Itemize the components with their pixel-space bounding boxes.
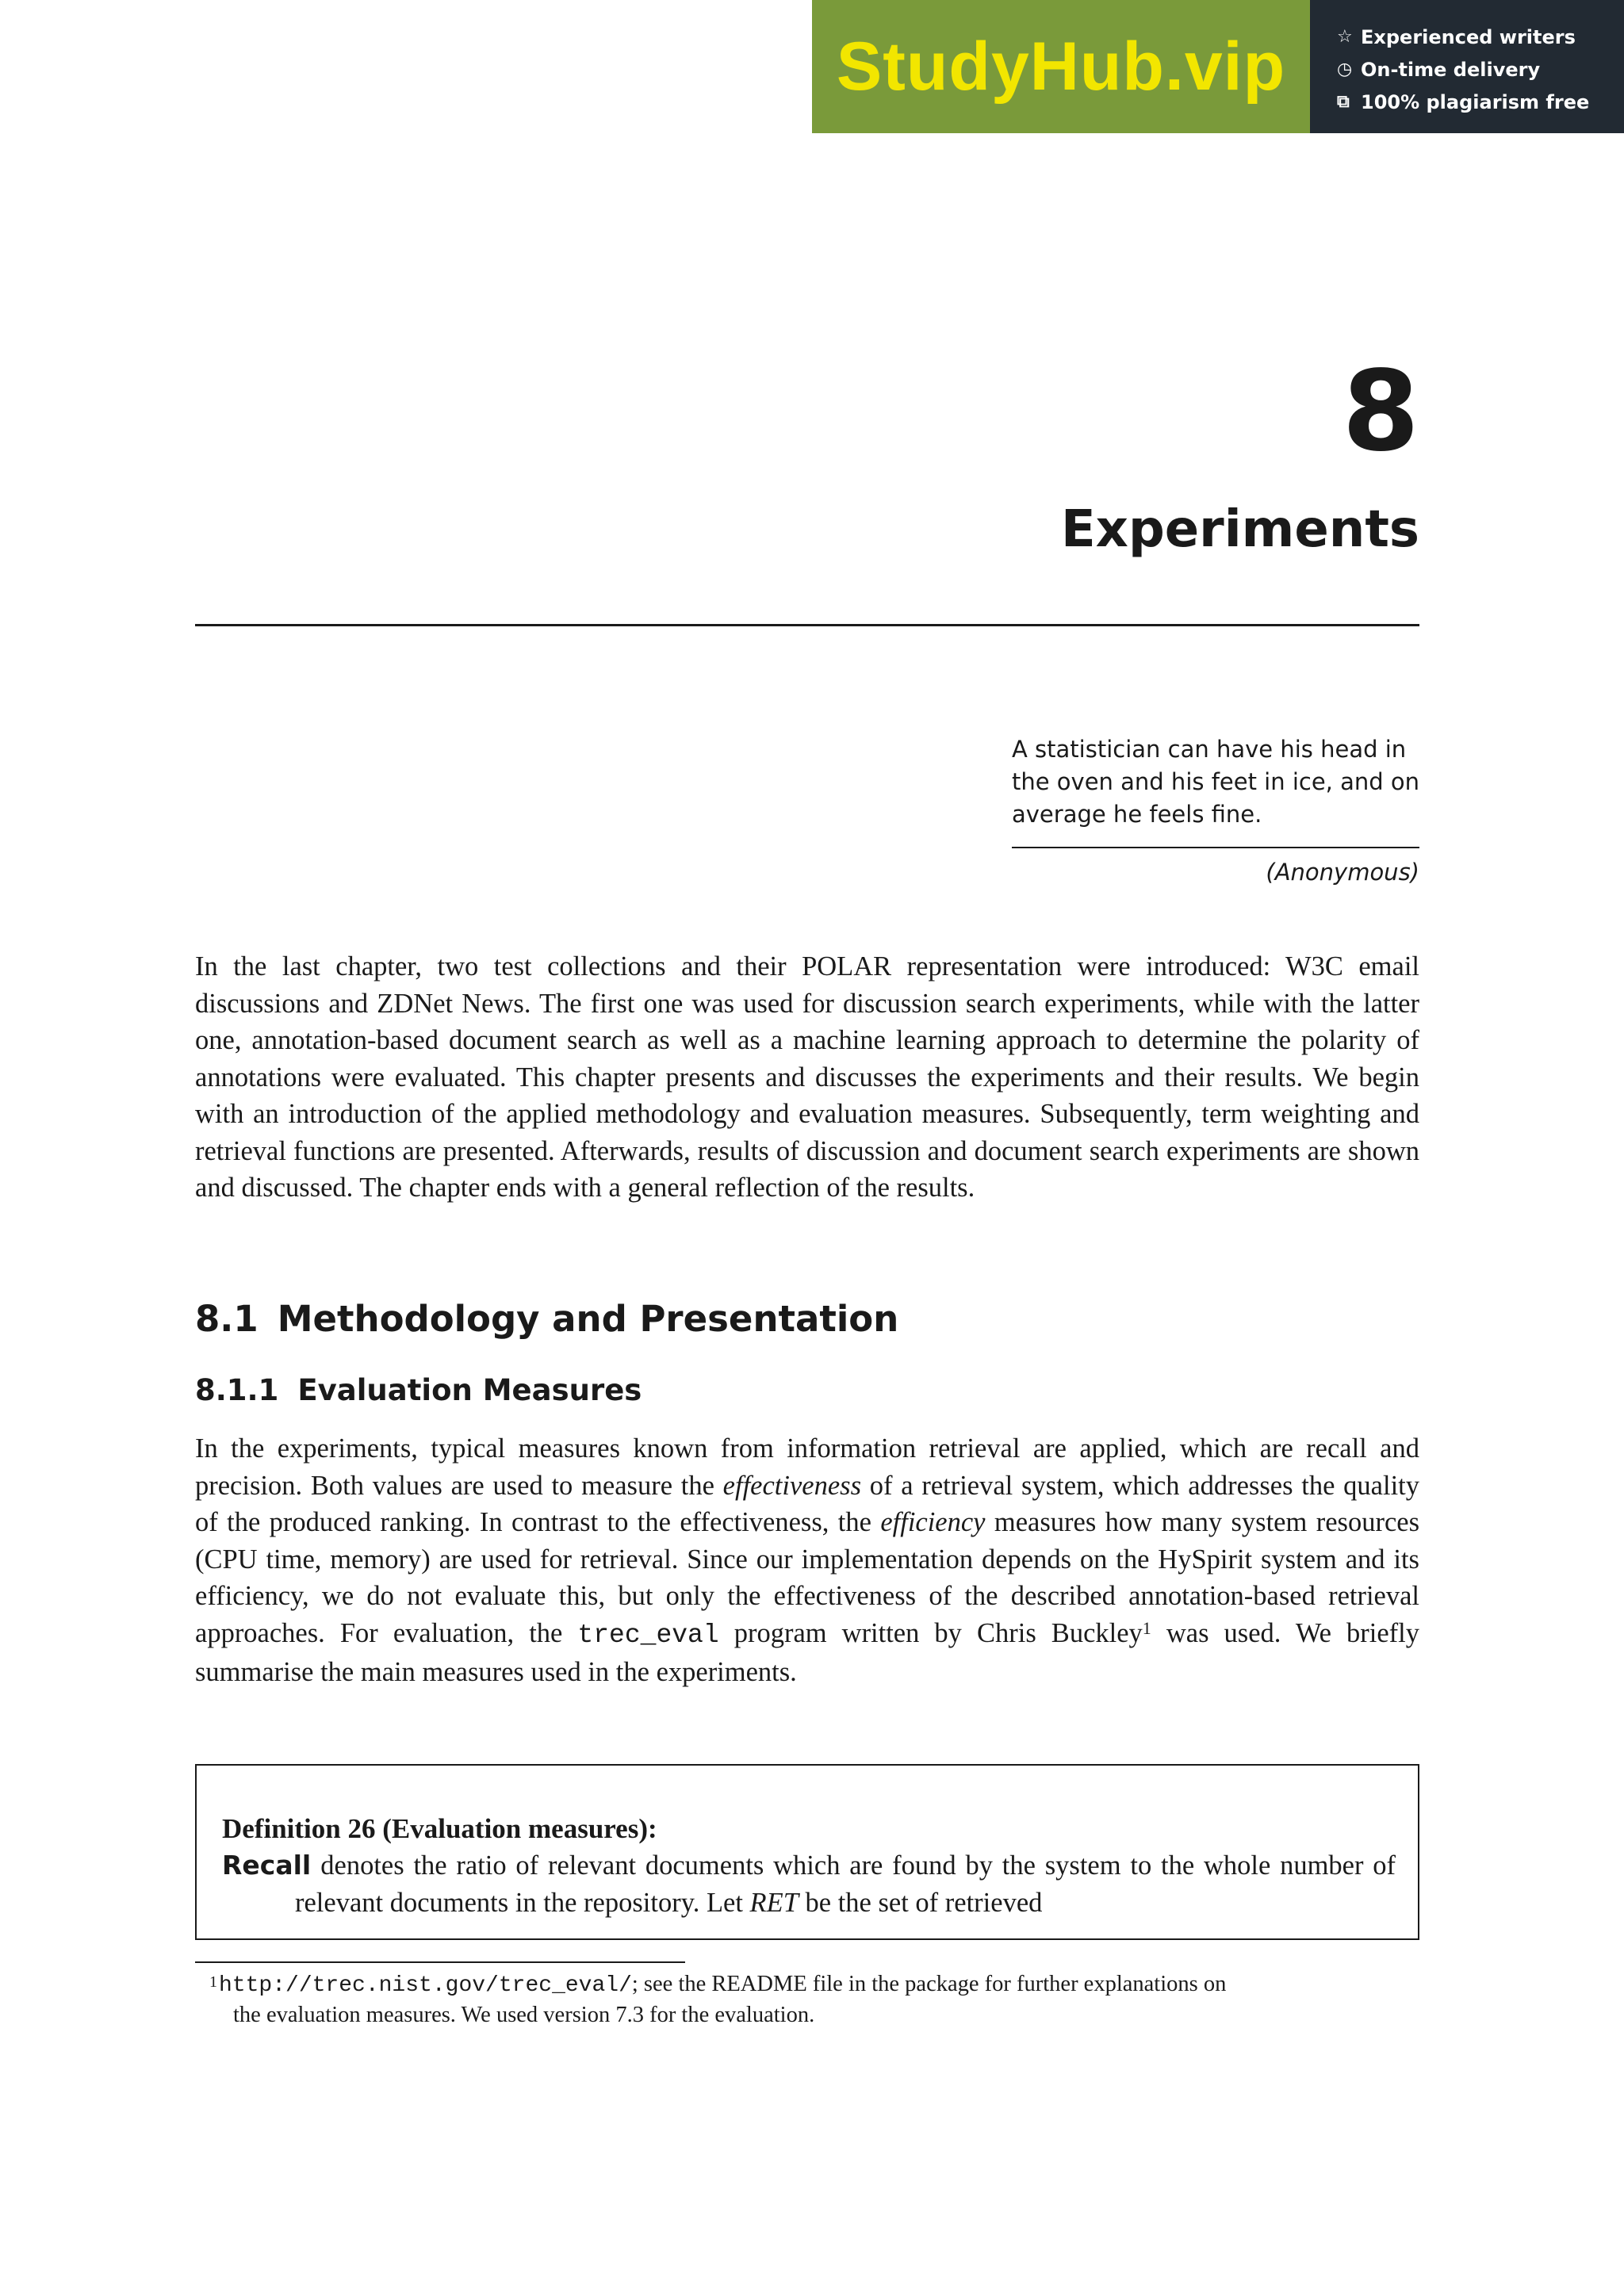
section-heading	[195, 1295, 898, 1343]
footnote-mark: 1	[209, 1973, 217, 1991]
footnote-ref[interactable]: 1	[1142, 1617, 1151, 1638]
efficiency-term: efficiency	[880, 1507, 986, 1537]
clock-icon: ◷	[1337, 59, 1353, 79]
feature-label: On-time delivery	[1361, 58, 1541, 81]
definition-title: Definition 26 (Evaluation measures):	[222, 1813, 657, 1844]
copy-icon: ⧉	[1337, 92, 1350, 112]
subsection-heading	[195, 1372, 642, 1410]
eval-text-3: measures how many system resources (CPU time, memory) are used for retrieval. Since our implementation depends on the HySpirit system and its efficiency, we do not evaluate this, but only the effectiveness of the described annotation-based retrieval approaches. For evaluation, the	[195, 1507, 1419, 1648]
eval-text-2: of a retrieval system, which addresses the quality of the produced ranking. In contrast to the effectiveness, the	[195, 1470, 1419, 1537]
footnote-link[interactable]: http://trec.nist.gov/trec_eval/	[219, 1973, 632, 1998]
brand-name: StudyHub.vip	[836, 28, 1286, 105]
feature-item	[1337, 86, 1624, 118]
eval-text-5: was used. We briefly summarise the main measures used in the experiments.	[195, 1617, 1419, 1687]
definition-text-a: denotes the ratio of relevant documents which are found by the system to the whole number of relevant documents in the repository. Let	[295, 1850, 1396, 1918]
footnote-text-b: the evaluation measures. We used version 7.3 for the evaluation.	[233, 2003, 815, 2027]
footnote-text-a: ; see the README file in the package for further explanations on	[631, 1972, 1227, 1996]
feature-label: 100% plagiarism free	[1361, 90, 1590, 113]
section-title: Methodology and Presentation	[277, 1298, 899, 1340]
definition-term: Recall	[222, 1850, 312, 1881]
chapter-title: Experiments	[1060, 500, 1419, 559]
definition-body	[222, 1847, 1396, 1921]
subsection-number: 8.1.1	[195, 1373, 279, 1407]
feature-list	[1310, 0, 1624, 133]
section-number: 8.1	[195, 1298, 259, 1340]
brand-logo[interactable]	[812, 0, 1310, 133]
evaluation-paragraph	[195, 1430, 1419, 1691]
subsection-title: Evaluation Measures	[297, 1373, 642, 1407]
chapter-divider	[195, 624, 1419, 626]
epigraph-divider	[1012, 847, 1419, 848]
feature-item	[1337, 53, 1624, 86]
intro-paragraph: In the last chapter, two test collections and their POLAR representation were introduced: W3C email discussions and ZDNet News. The first one was used for discussion search experiments, while with the latter one, annotation-based document search as well as a machine learning approach to determine the polarity of annotations were evaluated. This chapter presents and discusses the experiments and their results. We begin with an introduction of the applied methodology and evaluation measures. Subsequently, term weighting and retrieval functions are presented. Afterwards, results of discussion and document search experiments are shown and discussed. The chapter ends with a general reflection of the results.	[195, 951, 1419, 1203]
feature-label: Experienced writers	[1361, 25, 1576, 48]
chapter-number: 8	[1342, 347, 1419, 476]
definition-box	[195, 1764, 1419, 1940]
eval-text-4: program written by Chris Buckley	[718, 1617, 1143, 1648]
star-outline-icon: ☆	[1337, 27, 1353, 47]
ad-banner[interactable]	[812, 0, 1624, 133]
eval-text-1: In the experiments, typical measures known from information retrieval are applied, which are recall and precision. Both values are used to measure the	[195, 1433, 1419, 1501]
ret-symbol: RET	[749, 1887, 799, 1918]
definition-text-b: be the set of retrieved	[798, 1887, 1043, 1918]
program-name: trec_eval	[577, 1620, 719, 1650]
feature-item	[1337, 21, 1624, 53]
effectiveness-term: effectiveness	[722, 1470, 861, 1501]
footnote-divider	[195, 1961, 685, 1963]
epigraph-quote: A statistician can have his head in the oven and his feet in ice, and on average he feels fine.	[1012, 736, 1420, 828]
epigraph	[1012, 733, 1419, 889]
footnote	[209, 1969, 1419, 2030]
epigraph-source: (Anonymous)	[1266, 859, 1419, 886]
